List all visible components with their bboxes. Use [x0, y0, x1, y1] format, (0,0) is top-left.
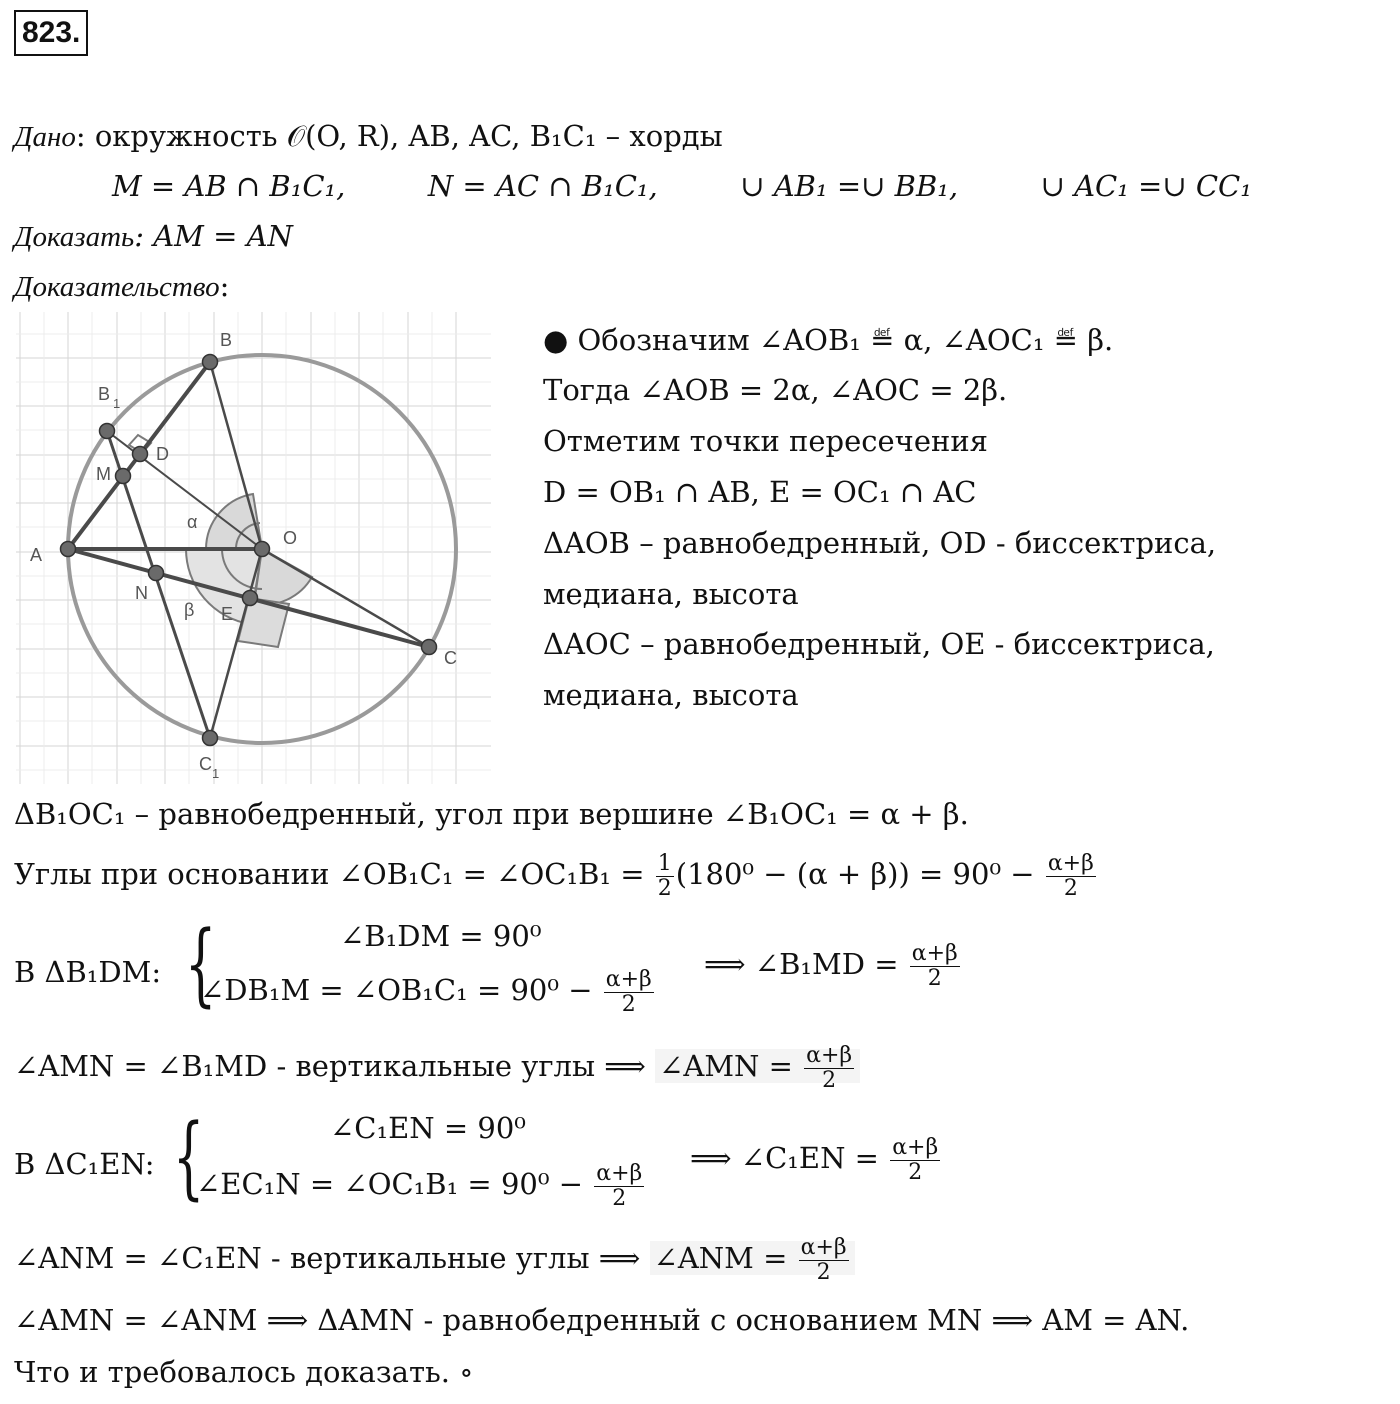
right-line-4: D = OB₁ ∩ AB, E = OC₁ ∩ AC — [543, 475, 977, 509]
system-1-brace: { — [184, 912, 217, 1017]
point-B1 — [100, 424, 115, 439]
fraction — [804, 1044, 854, 1093]
system-2-brace: { — [172, 1105, 205, 1210]
point-B — [203, 355, 218, 370]
problem-number: 823. — [14, 10, 88, 56]
right-line-6: медиана, высота — [543, 577, 799, 611]
label-D: D — [156, 444, 169, 464]
highlight-result — [650, 1234, 855, 1285]
label-C: C — [444, 648, 457, 668]
point-C1 — [203, 731, 218, 746]
right-line-8: медиана, высота — [543, 678, 799, 712]
fraction-ab — [1046, 852, 1096, 901]
system-2-label: В ΔC₁EN: — [14, 1147, 155, 1181]
given-cond-arc-ac1: ∪ AC₁ =∪ CC₁ — [1040, 169, 1252, 203]
frac-num: 1 — [657, 850, 672, 876]
body-line-8: Что и требовалось доказать. ∘ — [14, 1355, 474, 1389]
frac-num: α+β — [605, 966, 652, 992]
label-M: M — [96, 464, 111, 484]
frac-den: 2 — [908, 1159, 923, 1185]
frac-den: 2 — [927, 965, 942, 991]
prove-label: Доказать — [14, 221, 135, 253]
label-B: B — [220, 330, 233, 350]
fraction — [594, 1162, 644, 1211]
highlight-result — [655, 1042, 860, 1093]
frac-den: 2 — [621, 991, 636, 1017]
body-line-4 — [14, 1038, 860, 1094]
label-N: N — [135, 583, 148, 603]
point-M — [116, 469, 131, 484]
label-C1-sub: 1 — [212, 766, 220, 781]
label-beta: β — [184, 600, 195, 620]
system-1-result — [704, 936, 962, 992]
fraction — [604, 968, 654, 1017]
system-2-row-1: ∠C₁EN = 90⁰ — [330, 1111, 526, 1145]
point-E — [243, 591, 258, 606]
sys1-r2-text: ∠DB₁M = ∠OB₁C₁ = 90⁰ − — [200, 973, 602, 1007]
frac-num: α+β — [806, 1042, 853, 1068]
frac-den: 2 — [657, 875, 672, 901]
given-conditions — [112, 168, 1252, 204]
proof-colon: : — [219, 269, 230, 303]
l4-text-a: ∠AMN = ∠B₁MD - вертикальные углы ⟹ — [14, 1049, 656, 1083]
l6-text-a: ∠ANM = ∠C₁EN - вертикальные углы ⟹ — [14, 1241, 650, 1275]
point-D — [133, 447, 148, 462]
label-B1-sub: 1 — [113, 396, 121, 411]
sys2-res-text: ⟹ ∠C₁EN = — [690, 1141, 889, 1175]
system-1-row-1: ∠B₁DM = 90⁰ — [340, 919, 542, 953]
system-2-row-2 — [196, 1156, 646, 1212]
l2-text-a: Углы при основании ∠OB₁C₁ = ∠OC₁B₁ = — [14, 857, 654, 891]
given-cond-m: M = AB ∩ B₁C₁, — [112, 169, 346, 203]
sys1-res-text: ⟹ ∠B₁MD = — [704, 947, 908, 981]
label-B1: B — [98, 384, 111, 404]
point-O — [255, 542, 270, 557]
prove-text: : AM = AN — [134, 219, 293, 253]
proof-label: Доказательство — [14, 271, 220, 303]
given-cond-arc-ab1: ∪ AB₁ =∪ BB₁, — [740, 169, 959, 203]
frac-num: α+β — [911, 940, 958, 966]
label-O: O — [283, 528, 298, 548]
system-1-row-2 — [200, 962, 656, 1018]
body-line-7: ∠AMN = ∠ANM ⟹ ΔAMN - равнобедренный с основанием MN ⟹ AM = AN. — [14, 1303, 1190, 1337]
right-line-3: Отметим точки пересечения — [543, 424, 988, 458]
label-E: E — [221, 604, 234, 624]
l4-text-b: ∠AMN = — [659, 1049, 803, 1083]
point-N — [149, 566, 164, 581]
geometry-figure — [16, 312, 491, 784]
l2-text-b: (180⁰ − (α + β)) = 90⁰ − — [675, 857, 1044, 891]
body-line-1: ΔB₁OC₁ – равнобедренный, угол при вершине ∠B₁OC₁ = α + β. — [14, 797, 969, 831]
frac-den: 2 — [816, 1259, 831, 1285]
body-line-6 — [14, 1230, 855, 1286]
given-line — [14, 118, 723, 155]
label-alpha: α — [187, 512, 198, 532]
proof-label-line — [14, 268, 229, 305]
fraction — [799, 1236, 849, 1285]
fraction-half — [656, 852, 674, 901]
frac-num: α+β — [596, 1160, 643, 1186]
right-line-7: ΔAOC – равнобедренный, OE - биссектриса, — [543, 627, 1215, 661]
frac-num: α+β — [892, 1134, 939, 1160]
fraction — [910, 942, 960, 991]
frac-den: 2 — [612, 1185, 627, 1211]
point-A — [61, 542, 76, 557]
body-line-2 — [14, 846, 1098, 902]
frac-num: α+β — [1047, 850, 1094, 876]
label-C1: C — [199, 754, 212, 774]
right-line-5: ΔAOB – равнобедренный, OD - биссектриса, — [543, 526, 1217, 560]
sys2-r2-text: ∠EC₁N = ∠OC₁B₁ = 90⁰ − — [196, 1167, 593, 1201]
label-A: A — [30, 545, 43, 565]
frac-num: α+β — [800, 1234, 847, 1260]
right-line-2: Тогда ∠AOB = 2α, ∠AOC = 2β. — [543, 373, 1008, 407]
given-cond-n: N = AC ∩ B₁C₁, — [427, 169, 658, 203]
frac-den: 2 — [822, 1067, 837, 1093]
frac-den: 2 — [1063, 875, 1078, 901]
given-text: : окружность 𝒪(O, R), AB, AC, B₁C₁ – хорды — [75, 119, 723, 153]
right-line-1: ● Обозначим ∠AOB₁ ≝ α, ∠AOC₁ ≝ β. — [543, 323, 1114, 357]
point-C — [422, 640, 437, 655]
l6-text-b: ∠ANM = — [653, 1241, 797, 1275]
fraction — [890, 1136, 940, 1185]
given-label: Дано — [14, 121, 76, 153]
prove-line — [14, 218, 293, 255]
system-1-label: В ΔB₁DM: — [14, 955, 162, 989]
system-2-result — [690, 1130, 942, 1186]
